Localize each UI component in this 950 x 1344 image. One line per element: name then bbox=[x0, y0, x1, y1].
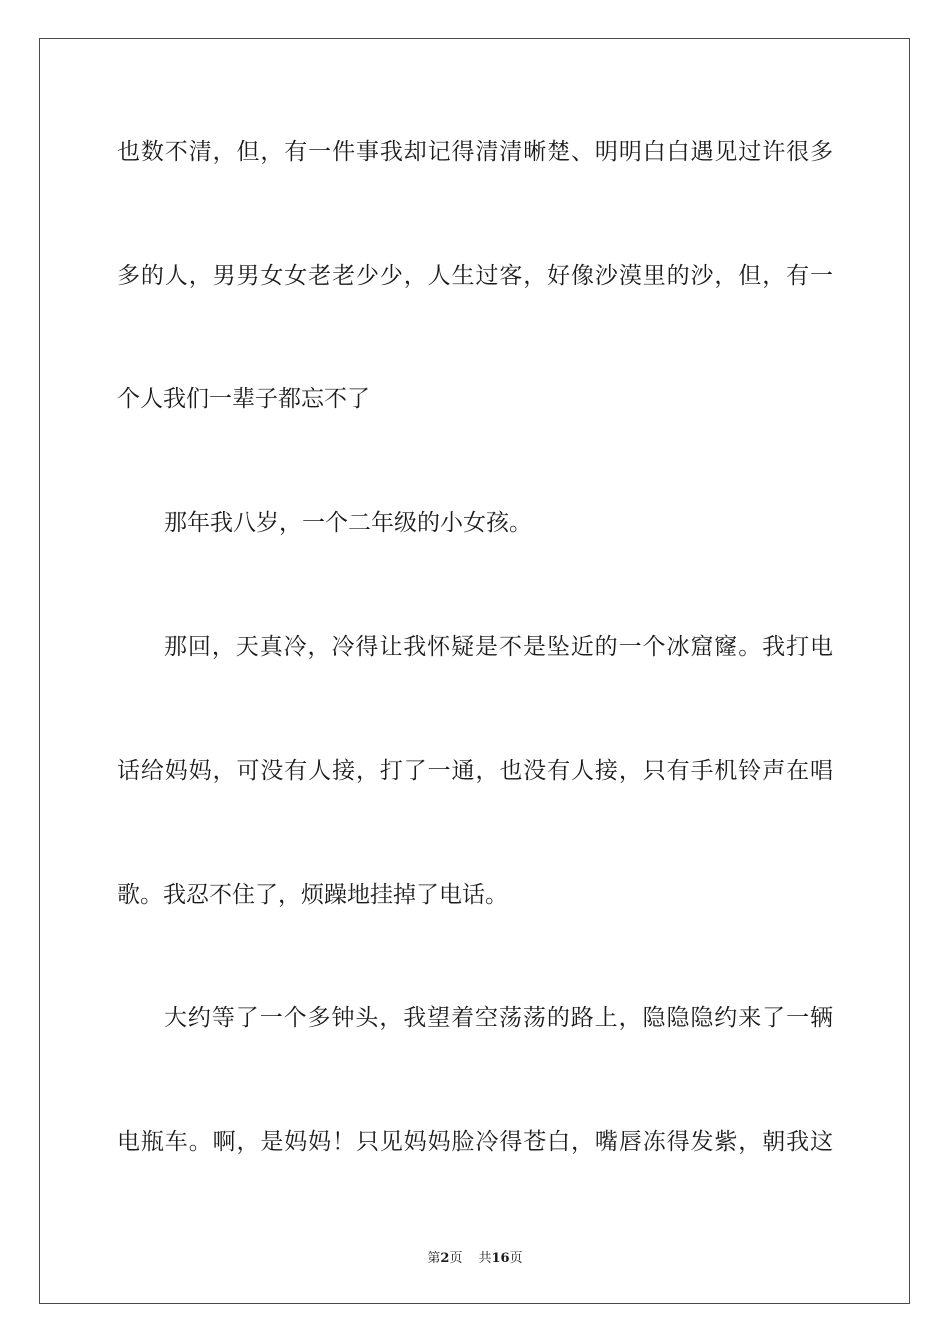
text-line-9: 电瓶车。啊，是妈妈！只见妈妈脸冷得苍白，嘴唇冻得发紫，朝我这 bbox=[117, 1129, 833, 1155]
text-line-3: 个人我们一辈子都忘不了 bbox=[117, 386, 370, 412]
text-line-6: 话给妈妈，可没有人接，打了一通，也没有人接，只有手机铃声在唱 bbox=[117, 758, 833, 784]
footer-page-number: 2 bbox=[440, 1251, 450, 1266]
text-line-2: 多的人，男男女女老老少少，人生过客，好像沙漠里的沙，但，有一 bbox=[117, 263, 833, 289]
footer-total-prefix: 共 bbox=[478, 1251, 492, 1266]
footer-page-suffix: 页 bbox=[449, 1251, 463, 1266]
footer-total-pages: 16 bbox=[491, 1251, 510, 1266]
text-line-7: 歌。我忍不住了，烦躁地挂掉了电话。 bbox=[117, 882, 508, 908]
page-frame bbox=[39, 38, 910, 1304]
paragraph-line-5: 那回，天真冷，冷得让我怀疑是不是坠近的一个冰窟窿。我打电 bbox=[164, 634, 833, 660]
paragraph-line-8: 大约等了一个多钟头，我望着空荡荡的路上，隐隐隐约来了一辆 bbox=[164, 1005, 833, 1031]
text-line-1: 也数不清，但，有一件事我却记得清清晰楚、明明白白遇见过许很多 bbox=[117, 139, 833, 165]
paragraph-line-4: 那年我八岁，一个二年级的小女孩。 bbox=[164, 510, 532, 536]
page-footer bbox=[0, 1247, 950, 1266]
footer-total-suffix: 页 bbox=[509, 1251, 523, 1266]
footer-page-prefix: 第 bbox=[427, 1251, 441, 1266]
